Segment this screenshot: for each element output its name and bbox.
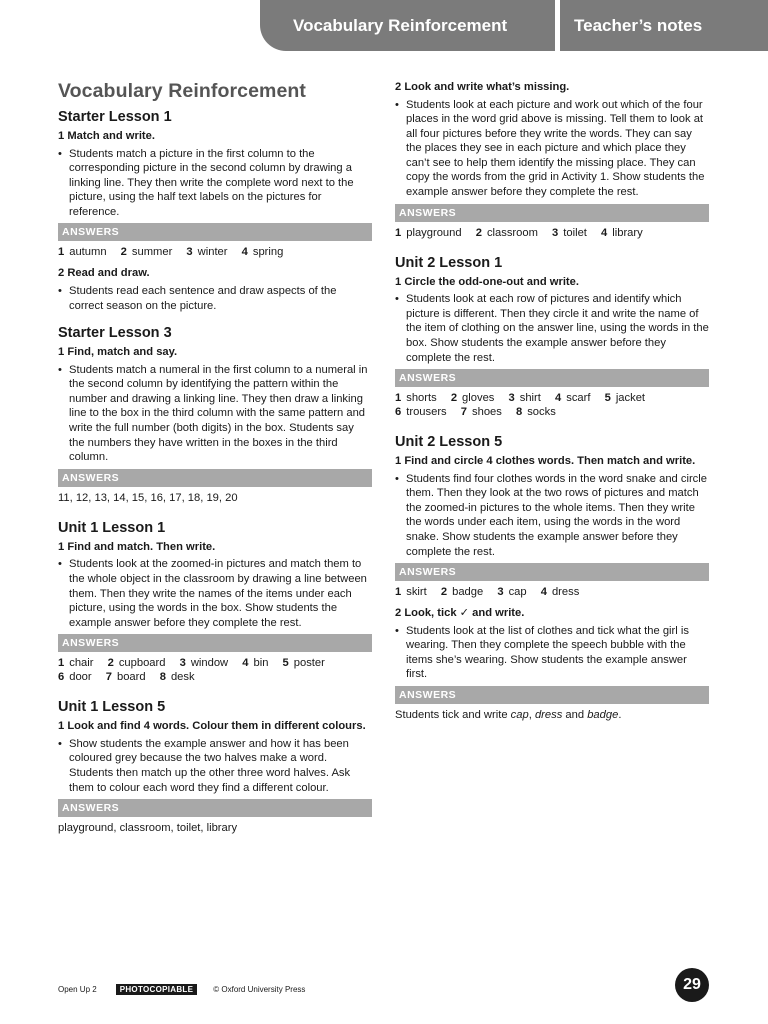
activity-instructions: • Students find four clothes words in the word snake and circle them. Then they look at the two rows of pictures and match the zoomed-in pictures to the whole items. Then they write the words under each item, using the words in the word snake. Show students the example answer before they complete the rest. (395, 472, 709, 560)
section-heading: Unit 1 Lesson 1 (58, 519, 166, 536)
section-heading: Unit 2 Lesson 1 (395, 254, 503, 271)
left-column (58, 80, 372, 842)
header-tab-vocabulary (260, 0, 555, 51)
answers-list: 1 skirt 2 badge 3 cap 4 dress (395, 586, 580, 599)
answers-bar: ANSWERS (395, 563, 709, 581)
activity-heading: 1 Circle the odd-one-out and write. (395, 275, 579, 288)
answers-list: playground, classroom, toilet, library (58, 822, 238, 835)
right-column (395, 80, 709, 729)
answers-list: 1 playground 2 classroom 3 toilet 4 library (395, 226, 643, 239)
activity-heading: 2 Look, tick ✓ and write. (395, 607, 525, 620)
copyright: © Oxford University Press (213, 985, 306, 994)
answers-bar: ANSWERS (58, 799, 372, 817)
answers-bar: ANSWERS (58, 469, 372, 487)
activity-heading: 1 Find, match and say. (58, 346, 178, 359)
activity-instructions: • Students look at each row of pictures and identify which picture is different. Then they circle it and write the name of the item of clothing on the answer line, using the words in the box. Show students the example answer before they complete the rest. (395, 292, 709, 365)
answers-bar: ANSWERS (58, 223, 372, 241)
header-title: Vocabulary Reinforcement (293, 15, 508, 35)
photocopiable-badge: PHOTOCOPIABLE (116, 984, 198, 995)
answers-list: 1 shorts 2 gloves 3 shirt 4 scarf 5 jacket 6 trousers 7 shoes 8 socks (395, 392, 646, 419)
section-heading: Unit 1 Lesson 5 (58, 699, 166, 716)
section-heading: Starter Lesson 3 (58, 325, 172, 342)
activity-instructions: • Show students the example answer and how it has been coloured grey because the two halves make a word. Students then match up the other three word halves. Ask them to colour each word they find a different colour. (58, 737, 372, 795)
activity-instructions: • Students read each sentence and draw aspects of the correct season on the picture. (58, 284, 372, 313)
answers-bar: ANSWERS (395, 369, 709, 387)
activity-heading: 2 Read and draw. (58, 267, 150, 280)
answers-list: 11, 12, 13, 14, 15, 16, 17, 18, 19, 20 (58, 491, 238, 504)
section-heading: Starter Lesson 1 (58, 109, 172, 125)
answers-bar: ANSWERS (395, 204, 709, 222)
footer (58, 984, 305, 995)
header-tab-teachers-notes (560, 0, 768, 51)
activity-heading: 1 Look and find 4 words. Colour them in different colours. (58, 720, 366, 733)
book-title: Open Up 2 (58, 985, 97, 994)
answers-bar: ANSWERS (395, 686, 709, 704)
activity-heading: 1 Find and match. Then write. (58, 540, 216, 553)
section-heading: Unit 2 Lesson 5 (395, 434, 503, 451)
page-title: Vocabulary Reinforcement (58, 80, 307, 102)
activity-instructions: • Students look at each picture and work out which of the four places in the word grid above is missing. Tell them to look at all four pictures before they write the words. They can say the places they see in each picture and which place they can’t see to help them identify the missing place. They can copy the words from the grid in Activity 1. Show students the example answer before they complete the rest. (395, 98, 709, 200)
activity-heading: 1 Match and write. (58, 130, 155, 142)
header-subtitle: Teacher’s notes (574, 15, 703, 35)
activity-heading: 1 Find and circle 4 clothes words. Then match and write. (395, 455, 696, 468)
activity-heading: 2 Look and write what’s missing. (395, 81, 570, 93)
activity-instructions: • Students look at the list of clothes and tick what the girl is wearing. Then they complete the speech bubble with the items she’s wearing. Show students the example answer first. (395, 624, 709, 682)
activity-instructions: • Students match a numeral in the first column to a numeral in the second column by identifying the pattern within the number and drawing a linking line. They then draw a linking line to the box in the third column with the same pattern and write the full number (both digits) in the box. Students say the numbers they have written in the boxes in the third column. (58, 363, 372, 465)
answers-list: 1 autumn 2 summer 3 winter 4 spring (58, 246, 284, 259)
activity-instructions: • Students look at the zoomed-in pictures and match them to the whole object in the classroom by drawing a line between them. Then they write the names of the items under each picture, using the words in the box. Show students the example answer before they complete the rest. (58, 557, 372, 630)
answers-text: Students tick and write cap, dress and badge. (395, 709, 622, 722)
page-number: 29 (675, 968, 709, 1002)
answers-list: 1 chair 2 cupboard 3 window 4 bin 5 poster 6 door 7 board 8 desk (58, 657, 325, 684)
answers-bar: ANSWERS (58, 634, 372, 652)
activity-instructions: • Students match a picture in the first column to the corresponding picture in the second column by drawing a linking line. They then write the complete word next to the picture, using the half text labels on the pictures for reference. (58, 147, 372, 220)
